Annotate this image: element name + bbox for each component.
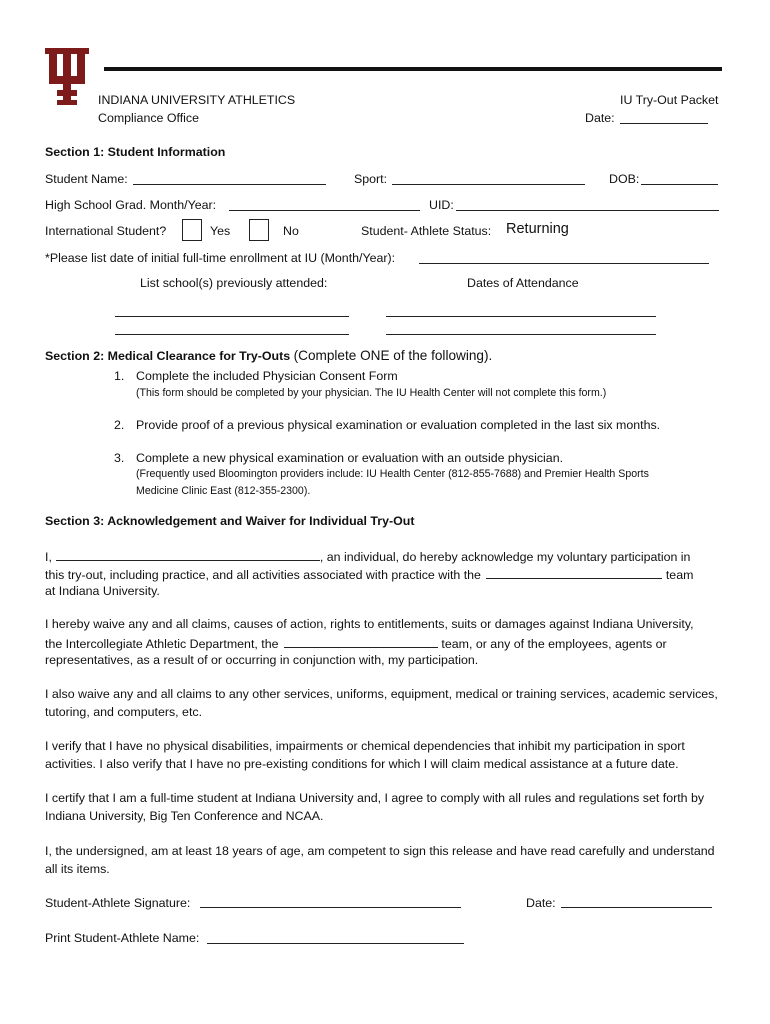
paragraph-6: I, the undersigned, am at least 18 years of age, am competent to sign this release and have read carefully and understand all its items.	[45, 844, 715, 876]
p1-start: I,	[45, 550, 52, 564]
paragraph-3: I also waive any and all claims to any other services, uniforms, equipment, medical or training services, academic services, tutoring, and computers, etc.	[45, 687, 718, 719]
item1-text: Complete the included Physician Consent Form	[136, 369, 398, 383]
sig-date-label: Date:	[526, 896, 556, 910]
org-name: INDIANA UNIVERSITY ATHLETICS	[98, 93, 296, 107]
status-value[interactable]: Returning	[506, 221, 569, 237]
header-date-label: Date:	[585, 111, 615, 125]
school-field-2[interactable]	[115, 334, 349, 335]
section3-title: Section 3: Acknowledgement and Waiver for Individual Try-Out	[45, 514, 415, 528]
dates-field-2[interactable]	[386, 334, 656, 335]
status-label: Student- Athlete Status:	[361, 224, 492, 238]
dob-field[interactable]	[641, 184, 718, 185]
section1-title: Section 1: Student Information	[45, 145, 226, 159]
item3-number: 3.	[114, 451, 125, 465]
p2-line3: representatives, as a result of or occurring in conjunction with, my participation.	[45, 653, 479, 667]
office-name: Compliance Office	[98, 111, 200, 125]
no-label: No	[283, 224, 299, 238]
yes-label: Yes	[210, 224, 231, 238]
waiver-paragraph-2-line2	[45, 635, 667, 651]
school-field-1[interactable]	[115, 316, 349, 317]
team-name-field-2[interactable]	[284, 635, 438, 648]
enrollment-field[interactable]	[419, 263, 709, 264]
p2-line2-text: the Intercollegiate Athletic Department, the	[45, 637, 279, 651]
print-name-field[interactable]	[207, 943, 464, 944]
grad-label: High School Grad. Month/Year:	[45, 198, 217, 212]
print-name-label: Print Student-Athlete Name:	[45, 931, 200, 945]
p1-line2-text: this try-out, including practice, and all activities associated with practice with the	[45, 568, 481, 582]
item3-note-line1: (Frequently used Bloomington providers include: IU Health Center (812-855-7688) and Premier Health Sports	[136, 468, 649, 480]
student-name-label: Student Name:	[45, 172, 128, 186]
sport-label: Sport:	[354, 172, 388, 186]
section2-title: Section 2: Medical Clearance for Try-Outs	[45, 349, 291, 363]
paragraph-5: I certify that I am a full-time student at Indiana University and, I agree to comply with all rules and regulations set forth by Indiana University, Big Ten Conference and NCAA.	[45, 791, 705, 823]
enrollment-label: *Please list date of initial full-time enrollment at IU (Month/Year):	[45, 251, 396, 265]
team-name-field-1[interactable]	[486, 566, 662, 579]
international-label: International Student?	[45, 224, 167, 238]
p2-line1: I hereby waive any and all claims, causes of action, rights to entitlements, suits or damages against Indiana University,	[45, 617, 694, 631]
waiver-paragraph-1-line1	[45, 548, 690, 564]
no-checkbox[interactable]	[249, 219, 269, 241]
item1-number: 1.	[114, 369, 125, 383]
yes-checkbox[interactable]	[182, 219, 202, 241]
item2-number: 2.	[114, 418, 125, 432]
schools-header: List school(s) previously attended:	[140, 276, 328, 290]
waiver-paragraph-1-line2	[45, 566, 693, 582]
iu-trident-logo	[44, 46, 90, 106]
header-rule	[104, 67, 722, 71]
header-date-field[interactable]	[620, 123, 708, 124]
dates-field-1[interactable]	[386, 316, 656, 317]
section2-title-suffix: (Complete ONE of the following).	[293, 348, 493, 363]
sig-date-field[interactable]	[561, 907, 712, 908]
section2-title-row	[45, 348, 492, 363]
item3-note-line2: Medicine Clinic East (812-355-2300).	[136, 485, 311, 497]
p2-line2-continuation: team, or any of the employees, agents or	[441, 637, 667, 651]
signature-field[interactable]	[200, 907, 461, 908]
individual-name-field[interactable]	[56, 548, 320, 561]
p1-line3: at Indiana University.	[45, 584, 160, 598]
grad-field[interactable]	[229, 210, 420, 211]
item3-text: Complete a new physical examination or evaluation with an outside physician.	[136, 451, 564, 465]
student-name-field[interactable]	[133, 184, 326, 185]
item1-note: (This form should be completed by your physician. The IU Health Center will not complete this form.)	[136, 387, 607, 399]
paragraph-4: I verify that I have no physical disabilities, impairments or chemical dependencies that inhibit my participation in sport activities. I also verify that I have no pre-existing conditions for which I will claim medical assistance at a future date.	[45, 739, 685, 771]
item2-text: Provide proof of a previous physical examination or evaluation completed in the last six months.	[136, 418, 661, 432]
dob-label: DOB:	[609, 172, 640, 186]
dates-header: Dates of Attendance	[467, 276, 579, 290]
packet-title: IU Try-Out Packet	[620, 93, 719, 107]
sport-field[interactable]	[392, 184, 585, 185]
p1-team-word: team	[665, 568, 694, 582]
p1-continuation: , an individual, do hereby acknowledge my voluntary participation in	[319, 550, 691, 564]
uid-label: UID:	[429, 198, 454, 212]
signature-label: Student-Athlete Signature:	[45, 896, 191, 910]
uid-field[interactable]	[456, 210, 719, 211]
